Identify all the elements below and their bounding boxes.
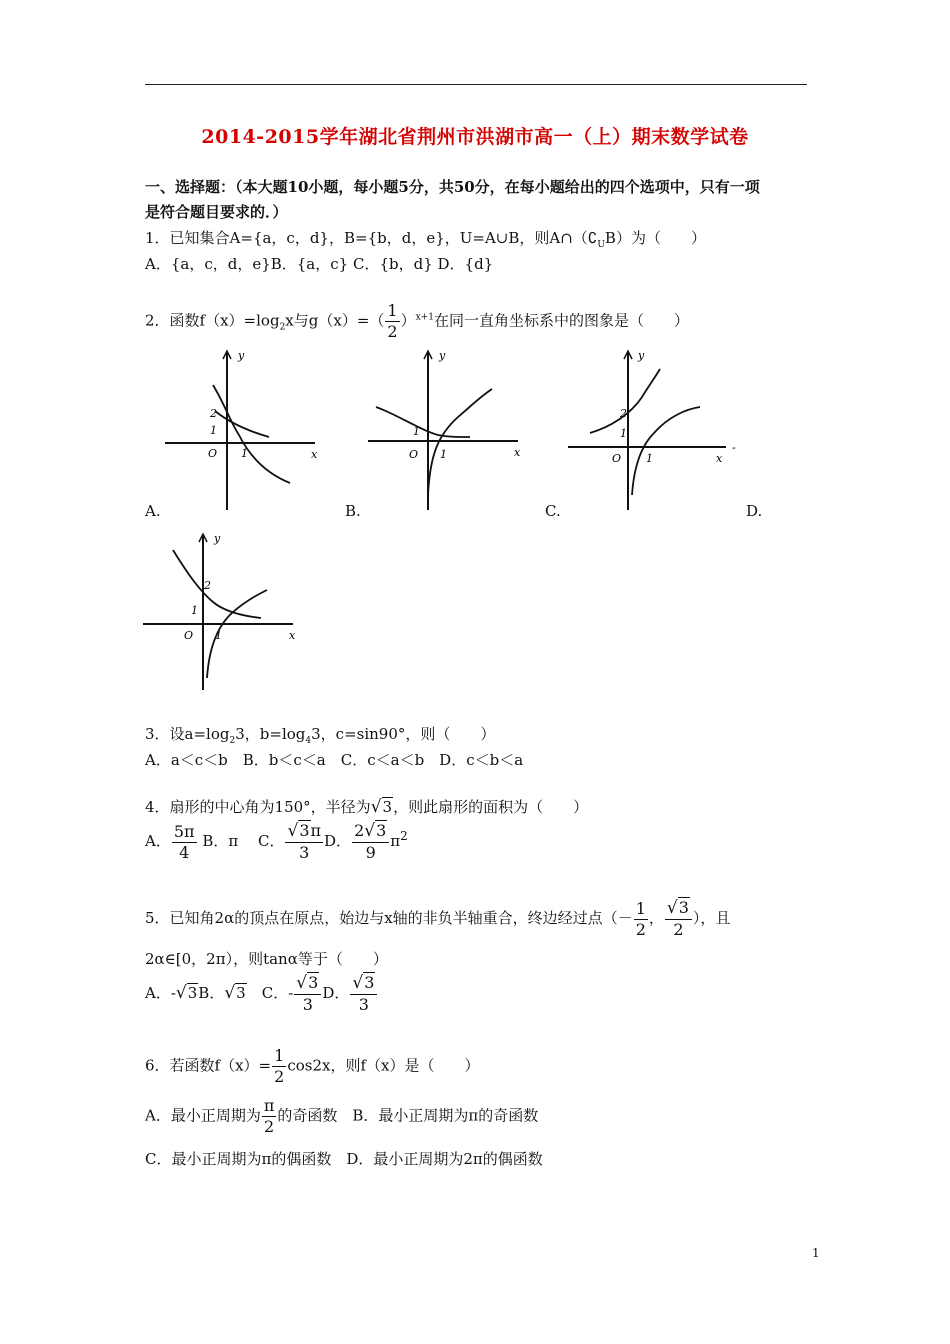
q2-stem-c: ） [400,311,416,330]
q5-py-num: √3 [665,900,692,920]
graph-c-tick-1: 1 [620,427,627,440]
q2-fraction [385,303,399,340]
q3-sub-a: 2 [229,736,236,746]
graph-option-b [368,345,528,515]
q4-stem-b: ，则此扇形的面积为（ ） [393,798,589,816]
q5-opt-c-radicand: 3 [308,973,319,992]
q3-stem-a: 3．设a=log [145,725,230,743]
q5-opt-c-den: 3 [302,995,313,1014]
graph-option-a [165,345,325,515]
q2-frac-num: 1 [387,301,398,320]
q4-opt-a-den: 4 [179,842,190,862]
q4-sqrt: √3 [370,797,393,817]
q6-opt-a-num: π [263,1096,275,1115]
q2-stem-a: 2．函数f（x）=log [145,311,280,330]
question-5-options: A．-√3B．√3 C．- $\frac{√3}{3}$ D． $\frac{√3}{3}$ [145,975,378,1013]
graph-label-a: A. [145,502,161,520]
graph-b-tick-x1: 1 [440,448,447,461]
q4-stem-a: 4．扇形的中心角为150°，半径为 [145,798,371,816]
q5-opt-a-radicand: 3 [187,984,198,1002]
graph-d-origin: O [184,629,194,642]
question-5-stem [145,900,730,938]
graph-d-tick-2: 2 [204,579,211,592]
q2-stem-b: x与g（x）=（ [285,311,385,330]
q6-stem-b: cos2x，则f（x）是（ ） [287,1056,480,1075]
q5-opt-c-num: √3 [294,975,321,995]
section-heading-line2: 是符合题目要求的．） [145,203,288,221]
graph-c-extra-mark: - [732,441,736,454]
q4-opt-d-pi: π [390,832,401,850]
q5-opt-a-label: A．- [145,984,176,1002]
question-1-stem [145,227,706,250]
graph-a-tick-x1: 1 [241,447,248,460]
graph-d-tick-1: 1 [191,604,198,617]
q1-stem-text: 1．已知集合A={a，c，d}，B={b，d，e}，U=A∪B，则A∩（∁ [145,229,598,247]
q4-opt-a-label: A． [145,832,171,850]
question-6-options-ab [145,1098,538,1135]
q5-opt-b-radicand: 3 [236,984,246,1002]
graph-c-tick-x1: 1 [646,452,653,465]
q4-radicand: 3 [382,798,393,816]
question-3-options: A．a＜c＜b B．b＜c＜a C．c＜a＜b D．c＜b＜a [145,751,524,769]
q5-py-radicand: 3 [678,898,689,917]
graph-a-y-label: y [238,349,245,362]
graph-d-tick-x1: 1 [215,629,222,642]
q5-opt-c-label: C．- [261,984,294,1002]
page-number: 1 [812,1246,820,1260]
graph-option-d [143,530,308,695]
q6-stem-a: 6．若函数f（x）= [145,1056,272,1075]
q6-opt-ab-tail: 的奇函数 B．最小正周期为π的奇函数 [277,1106,539,1125]
q5-opt-d-label: D． [322,984,350,1002]
q5-opt-d-fraction [350,975,377,1013]
graph-b-origin: O [409,448,419,461]
q5-stem-b: ），且 [692,909,731,927]
q4-opt-c-fraction [285,823,323,861]
graph-a-tick-1: 1 [210,424,217,437]
q4-opt-d-sup: 2 [400,829,408,843]
q5-point-y-fraction [665,900,692,938]
graph-b-x-label: x [514,446,521,459]
q4-opt-b: B．π [202,832,239,850]
header-rule [145,84,807,85]
graph-label-c: C. [545,502,561,520]
q4-opt-c-radicand: 3 [299,821,310,840]
graph-c-tick-2: 2 [620,407,627,420]
q6-opt-a-den: 2 [264,1117,275,1136]
q4-opt-a-fraction [172,821,197,862]
question-5-line2: 2α∈[0，2π），则tanα等于（ ） [145,950,388,968]
question-1-options: A．{a，c，d，e}B．{a，c} C．{b，d} D．{d} [145,255,494,273]
graph-c-x-label: x [716,452,723,465]
q4-opt-d-den: 9 [365,843,376,862]
graph-label-d: D. [746,502,763,520]
q4-opt-d-fraction [352,823,389,861]
q6-opt-a-text: A．最小正周期为 [145,1106,261,1125]
question-6-options-cd: C．最小正周期为π的偶函数 D．最小正周期为2π的偶函数 [145,1150,543,1168]
q6-frac-num: 1 [274,1046,285,1065]
graph-b-tick-1: 1 [413,425,420,438]
graph-a-tick-2: 2 [210,407,217,420]
q5-comma: ， [648,909,664,927]
graph-d-x-label: x [289,629,296,642]
q5-point-x-fraction [634,898,648,939]
question-6-stem [145,1048,479,1085]
graph-a-x-label: x [311,448,318,461]
q2-stem-d: 在同一直角坐标系中的图象是（ ） [433,311,689,330]
q4-opt-d-label: D． [324,832,352,850]
q6-frac-den: 2 [274,1067,285,1086]
q2-sub: 2 [279,322,286,333]
question-4-options [145,823,408,861]
graph-a-origin: O [208,447,218,460]
question-3-stem [145,723,495,746]
q4-opt-d-num: 2√3 [352,823,389,843]
graph-label-b: B. [345,502,361,520]
question-2-stem [145,303,689,340]
q4-opt-c-pi: π [310,821,322,840]
q4-opt-a-num: 5π [173,821,195,841]
page-title: 2014-2015学年湖北省荆州市洪湖市高一（上）期末数学试卷 [201,126,749,148]
q1-tail: B）为（ ） [604,229,706,247]
q5-opt-d-radicand: 3 [364,973,375,992]
q5-py-den: 2 [673,920,684,939]
q4-opt-d-coef: 2 [354,821,365,840]
graph-c-origin: O [612,452,622,465]
q6-fraction [272,1048,286,1085]
graph-c-y-label: y [638,349,645,362]
q5-stem-a: 5．已知角2α的顶点在原点，始边与x轴的非负半轴重合，终边经过点（－ [145,909,633,927]
q5-opt-b-label: B． [198,984,225,1002]
q3-stem-c: 3，c=sin90°，则（ ） [311,725,496,743]
q4-opt-c-num: √3π [287,821,322,841]
graph-b-y-label: y [439,349,446,362]
question-4-stem [145,796,588,817]
q3-sub-b: 4 [305,736,312,746]
q6-opt-a-fraction [262,1098,277,1135]
q2-frac-den: 2 [387,322,398,341]
q4-opt-d-radicand: 3 [376,821,387,840]
q1-sub: U [597,240,605,250]
section-heading-line1: 一、选择题：（本大题10小题，每小题5分，共50分，在每小题给出的四个选项中，只有一项 [145,178,760,196]
q3-stem-b: 3，b=log [235,725,306,743]
q5-px-den: 2 [635,919,646,939]
q5-px-num: 1 [635,898,646,918]
q5-opt-d-den: 3 [358,995,369,1014]
q2-sup: x+1 [415,312,434,323]
graph-option-c [568,345,743,515]
q5-opt-c-fraction [294,975,321,1013]
graph-d-y-label: y [214,532,221,545]
q5-opt-d-num: √3 [350,975,377,995]
q4-opt-c-den: 3 [299,843,310,862]
q4-opt-c-label: C． [258,832,285,850]
